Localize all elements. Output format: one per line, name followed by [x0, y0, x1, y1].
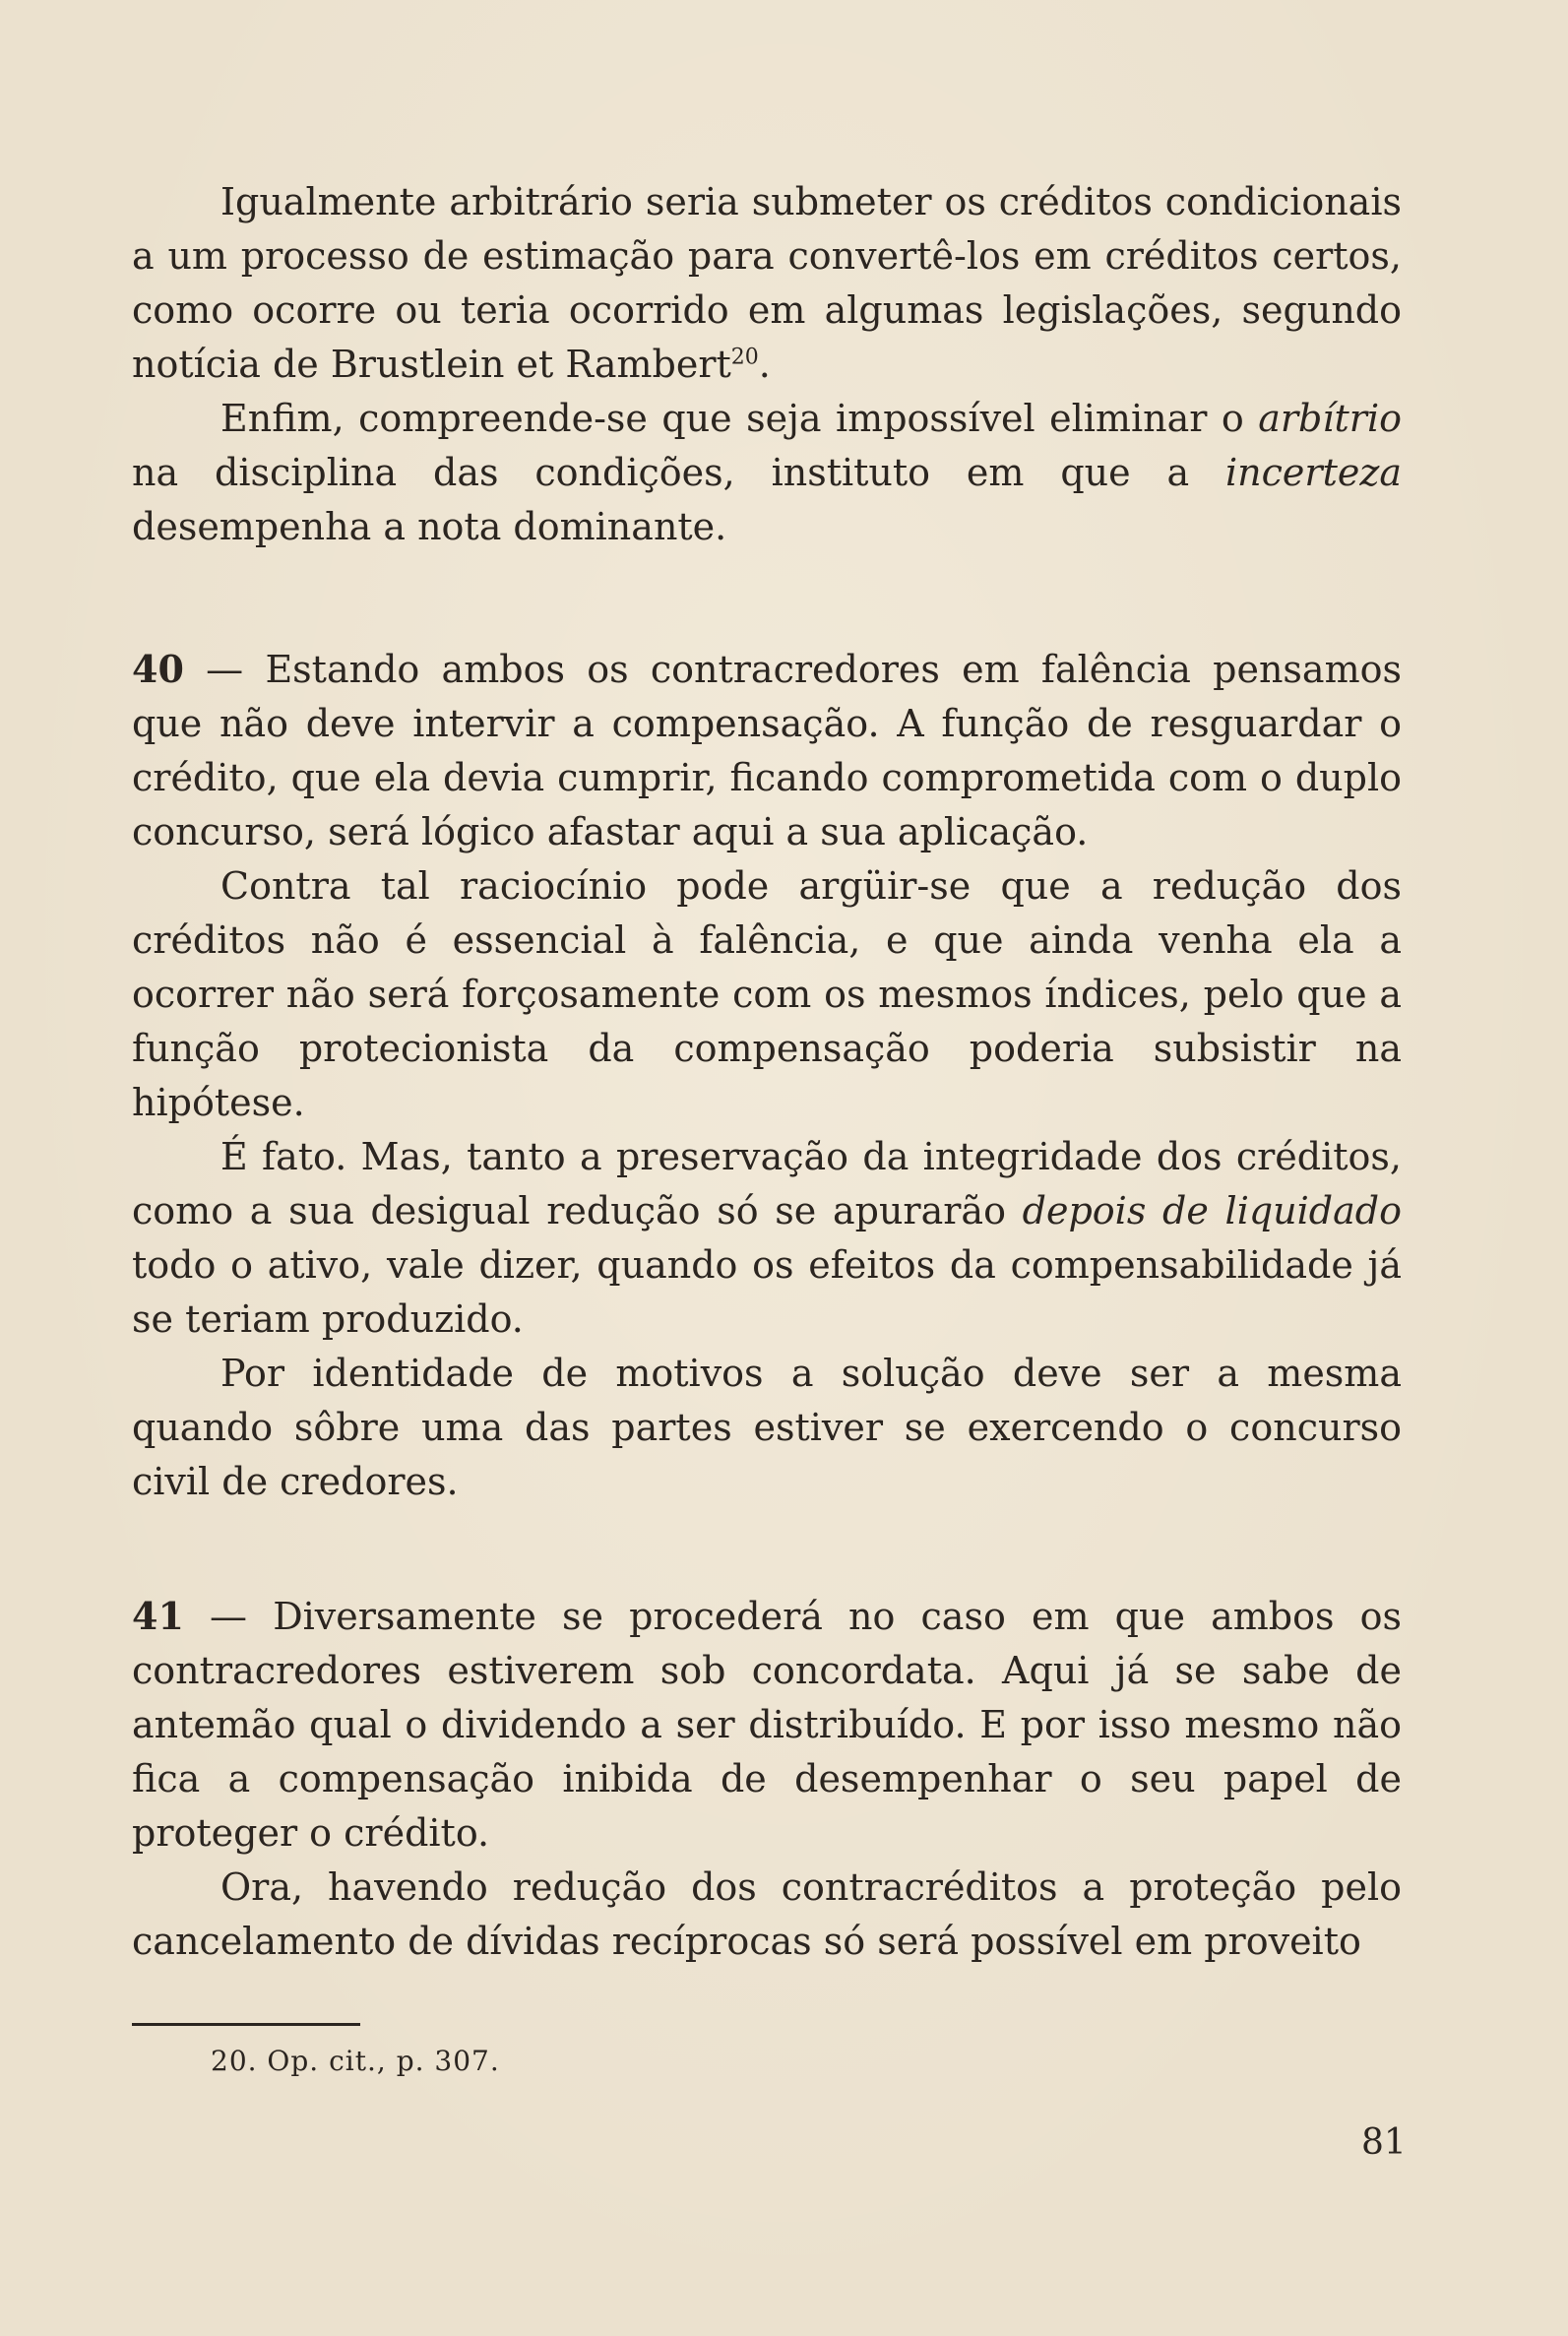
paragraph-text: . — [758, 343, 771, 386]
paragraph-text: Enfim, compreende-se que seja impossível eliminar o — [220, 397, 1259, 440]
paragraph — [132, 1130, 1402, 1347]
paragraph — [132, 1347, 1402, 1509]
page-number: 81 — [1361, 2122, 1407, 2163]
section-40 — [132, 642, 1402, 1509]
paragraph-text: desempenha a nota dominante. — [132, 505, 727, 548]
paragraph-text: todo o ativo, vale dizer, quando os efeitos da compensabilidade já se teriam produzido. — [132, 1243, 1402, 1341]
section-41 — [132, 1589, 1402, 1969]
section-number: 41 — [132, 1594, 184, 1638]
section-number: 40 — [132, 647, 184, 691]
paragraph-text: Diversamente se procederá no caso em que ambos os contracredores estiverem sob concordata. Aqui já se sabe de antemão qual o dividendo a ser distribuído. E por isso mesmo não fica a compensação inibida de desempenhar o seu papel de proteger o crédito. — [132, 1595, 1402, 1855]
paragraph — [132, 1589, 1402, 1861]
footnote-reference: 20 — [730, 345, 759, 370]
paragraph — [132, 175, 1402, 392]
section-dash: — — [183, 648, 266, 691]
paragraph-text: na disciplina das condições, instituto em que a — [132, 451, 1225, 494]
paragraph-text: Estando ambos os contracredores em falência pensamos que não deve intervir a compensação. A função de resguardar o crédito, que ela devia cumprir, ficando comprometida com o duplo concurso, será lógico afastar aqui a sua aplicação. — [132, 648, 1402, 853]
paragraph-text: Por identidade de motivos a solução deve ser a mesma quando sôbre uma das partes estiver se exercendo o concurso civil de credores. — [132, 1352, 1402, 1503]
section-dash: — — [183, 1595, 274, 1638]
paragraph-text: Contra tal raciocínio pode argüir-se que a redução dos créditos não é essencial à falência, e que ainda venha ela a ocorrer não será forçosamente com os mesmos índices, pelo que a função protecionista da compensação poderia subsistir na hipótese. — [132, 864, 1402, 1124]
italic-term: depois de liquidado — [1022, 1189, 1402, 1232]
paragraph-text: Igualmente arbitrário seria submeter os créditos condicionais a um processo de estimação para convertê-los em créditos certos, como ocorre ou teria ocorrido em algumas legislações, segundo notícia de Brustlein et Rambert — [132, 180, 1402, 386]
paragraph-text: É fato. Mas, tanto a preservação da integridade dos créditos, como a sua desigual redução só se apurarão — [132, 1135, 1402, 1232]
italic-term: arbítrio — [1258, 397, 1402, 440]
footnote: 20. Op. cit., p. 307. — [211, 2045, 500, 2077]
italic-term: incerteza — [1225, 451, 1402, 494]
opening-text-block — [132, 175, 1402, 554]
paragraph-text: Ora, havendo redução dos contracréditos a proteção pelo cancelamento de dívidas recíprocas só será possível em proveito — [132, 1865, 1402, 1963]
paragraph — [132, 859, 1402, 1130]
paragraph — [132, 392, 1402, 554]
paragraph — [132, 642, 1402, 859]
paragraph — [132, 1861, 1402, 1969]
footnote-divider — [132, 2023, 360, 2026]
